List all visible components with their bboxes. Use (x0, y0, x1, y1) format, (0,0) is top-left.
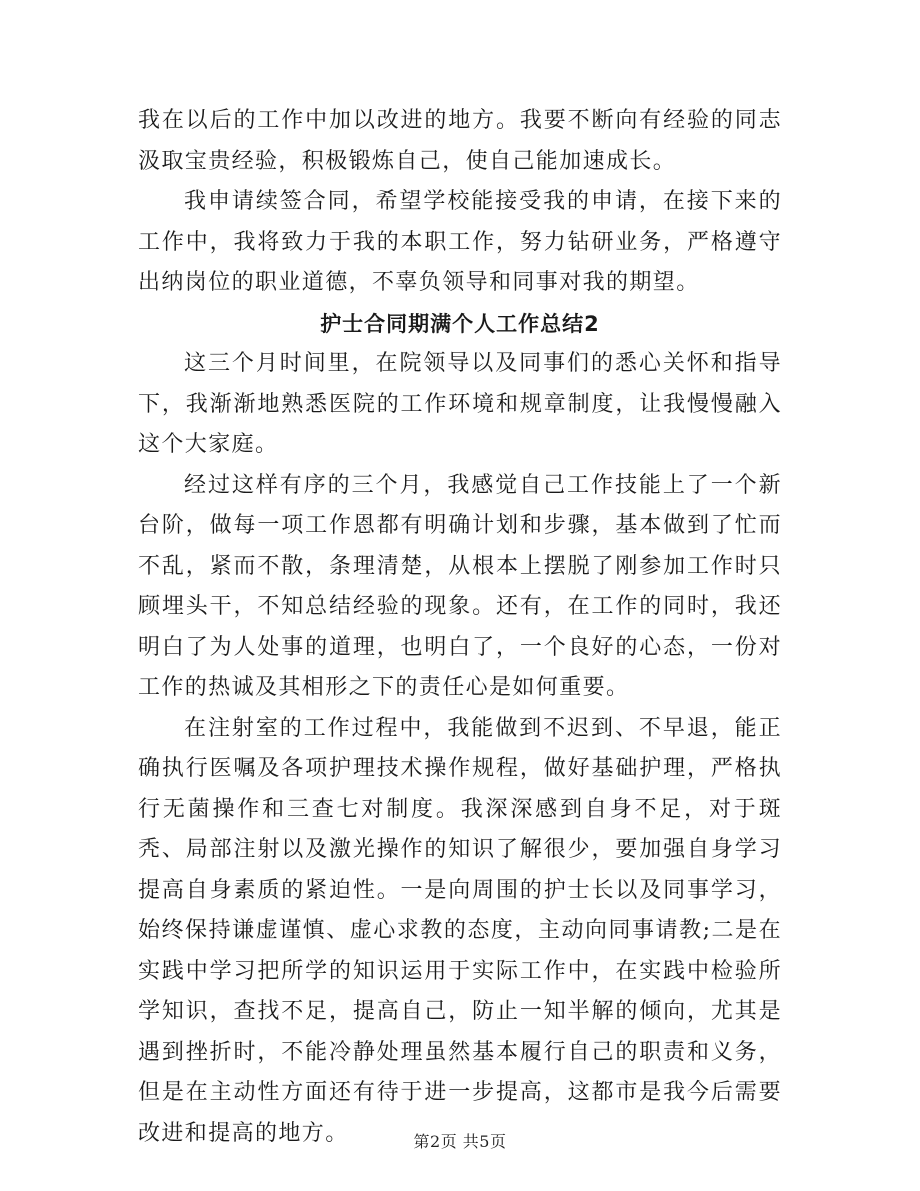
section-heading: 护士合同期满个人工作总结2 (320, 311, 600, 336)
section-paragraph-3: 在注射室的工作过程中，我能做到不迟到、不早退，能正确执行医嘱及各项护理技术操作规程，做好基础护理，严格执行无菌操作和三查七对制度。我深深感到自身不足，对于斑秃、局部注射以及激光操作的知识了解很少，要加强自身学习提高自身素质的紧迫性。一是向周围的护士长以及同事学习，始终保持谦虚谨慎、虚心求教的态度，主动向同事请教;二是在实践中学习把所学的知识运用于实际工作中，在实践中检验所学知识，查找不足，提高自己，防止一知半解的倾向，尤其是遇到挫折时，不能冷静处理虽然基本履行自己的职责和义务，但是在主动性方面还有待于进一步提高，这都市是我今后需要改进和提高的地方。 (138, 715, 782, 1146)
section-paragraph-1: 这三个月时间里，在院领导以及同事们的悉心关怀和指导下，我渐渐地熟悉医院的工作环境和规章制度，让我慢慢融入这个大家庭。 (138, 351, 782, 457)
document-body (138, 101, 782, 1154)
continued-paragraph: 我在以后的工作中加以改进的地方。我要不断向有经验的同志汲取宝贵经验，积极锻炼自己，使自己能加速成长。 (138, 108, 782, 174)
page-number-footer: 第2页 共5页 (413, 1132, 507, 1151)
renewal-paragraph: 我申请续签合同，希望学校能接受我的申请，在接下来的工作中，我将致力于我的本职工作，努力钻研业务，严格遵守出纳岗位的职业道德，不辜负领导和同事对我的期望。 (138, 189, 782, 295)
section-paragraph-2: 经过这样有序的三个月，我感觉自己工作技能上了一个新台阶，做每一项工作恩都有明确计划和步骤，基本做到了忙而不乱，紧而不散，条理清楚，从根本上摆脱了刚参加工作时只顾埋头干，不知总结经验的现象。还有，在工作的同时，我还明白了为人处事的道理，也明白了，一个良好的心态，一份对工作的热诚及其相形之下的责任心是如何重要。 (138, 472, 782, 700)
